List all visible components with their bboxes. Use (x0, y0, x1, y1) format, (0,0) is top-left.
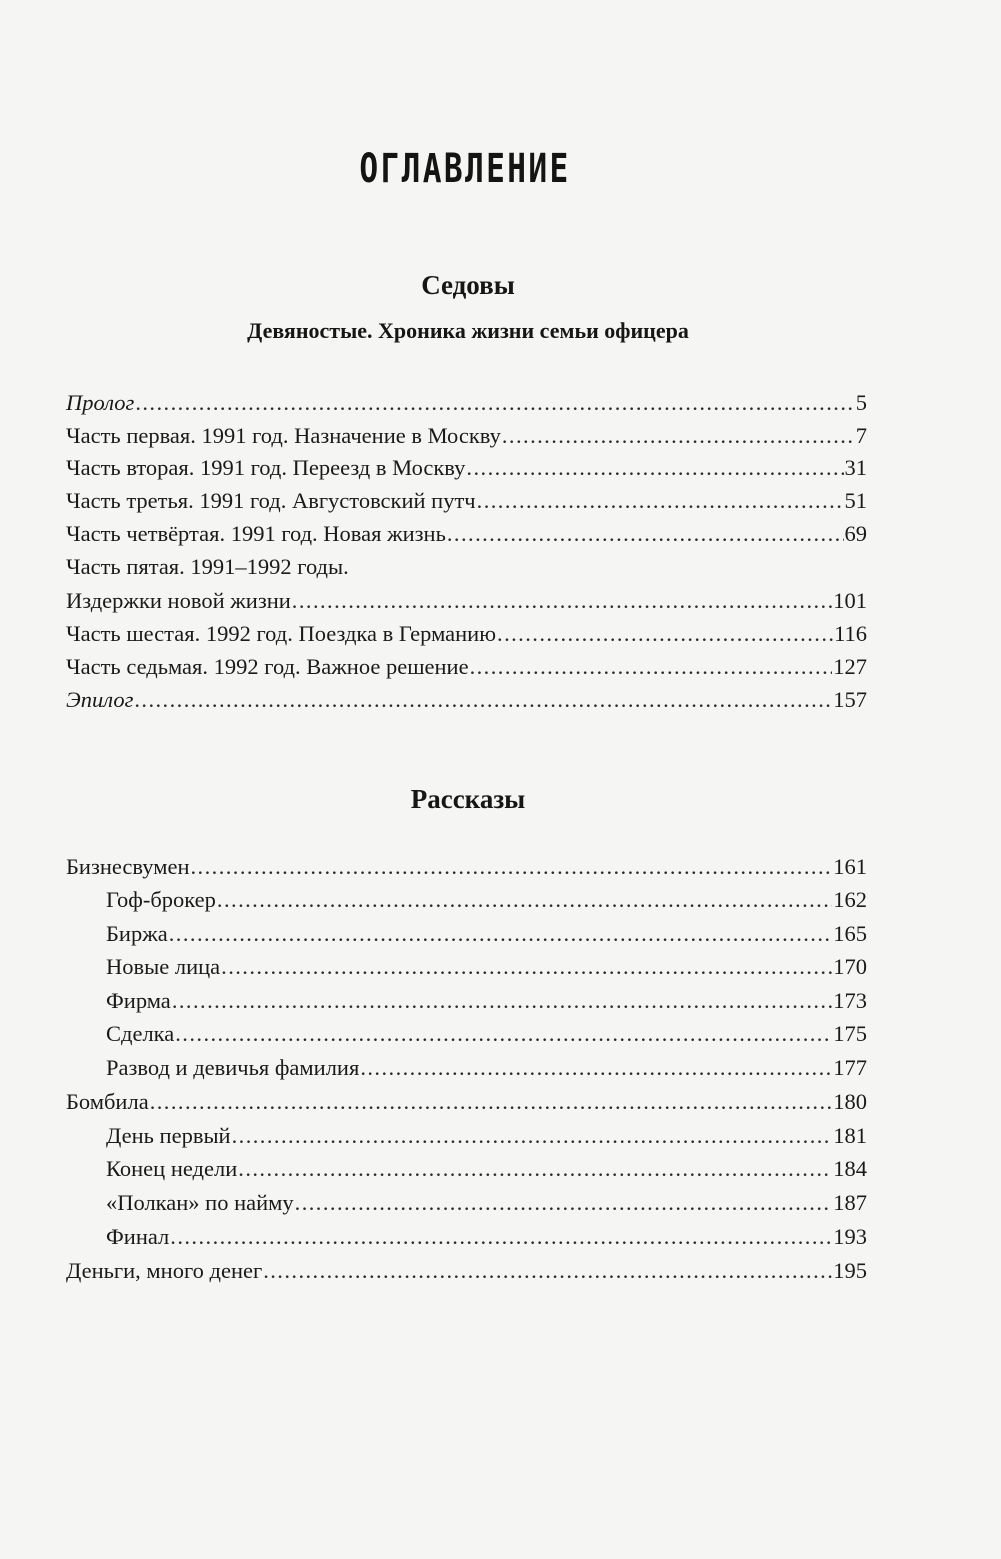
toc-entry-label: Бизнесвумен (66, 854, 190, 879)
toc-entry-label: Часть первая. 1991 год. Назначение в Москву (66, 423, 501, 448)
part2-title: Рассказы (410, 784, 526, 814)
toc-entry-label: Пролог (66, 390, 135, 415)
toc-entry-label: Часть третья. 1991 год. Августовский путч (66, 488, 476, 513)
part1-subtitle: Девяностые. Хроника жизни семьи офицера (247, 318, 689, 343)
leader-dots (292, 586, 832, 616)
toc-entry-label: Сделка (106, 1021, 175, 1046)
toc-entry[interactable] (106, 1053, 867, 1083)
leader-dots (221, 952, 832, 982)
toc-entry[interactable] (66, 421, 867, 451)
toc-entry-label: Развод и девичья фамилия (106, 1055, 360, 1080)
toc-entry-label: Часть седьмая. 1992 год. Важное решение (66, 654, 469, 679)
leader-dots (497, 619, 833, 649)
toc-entry[interactable] (66, 552, 867, 582)
toc-entry[interactable] (106, 919, 867, 949)
toc-entry[interactable] (106, 885, 867, 915)
toc-entry-page: 187 (833, 1190, 867, 1215)
leader-dots (170, 1222, 832, 1252)
toc-entry-label: Биржа (106, 921, 168, 946)
toc-entry-page: 127 (833, 654, 867, 679)
toc-entry-label: День первый (106, 1123, 231, 1148)
toc-entry-page: 184 (833, 1156, 867, 1181)
toc-entry-label: Гоф-брокер (106, 887, 216, 912)
toc-entry-page: 7 (855, 423, 867, 448)
leader-dots (169, 919, 833, 949)
toc-entry-page: 101 (833, 588, 867, 613)
toc-entry-page: 170 (833, 954, 867, 979)
toc-entry[interactable] (66, 586, 867, 616)
part1-title: Седовы (421, 270, 515, 300)
toc-entry[interactable] (66, 1256, 867, 1286)
leader-dots (232, 1121, 833, 1151)
toc-entry-label: Часть четвёртая. 1991 год. Новая жизнь (66, 521, 446, 546)
toc-entry-page: 195 (833, 1258, 867, 1283)
leader-dots (360, 1053, 832, 1083)
toc-entry[interactable] (106, 986, 867, 1016)
leader-dots (477, 486, 844, 516)
leader-dots (502, 421, 855, 451)
toc-entry-page: 5 (855, 390, 867, 415)
toc-entry[interactable] (106, 1222, 867, 1252)
leader-dots (470, 652, 833, 682)
leader-dots (172, 986, 832, 1016)
toc-entry-page: 193 (833, 1224, 867, 1249)
toc-entry[interactable] (106, 1019, 867, 1049)
toc-entry[interactable] (66, 486, 867, 516)
toc-entry-page: 177 (833, 1055, 867, 1080)
leader-dots (447, 519, 844, 549)
toc-entry-label: Финал (106, 1224, 170, 1249)
toc-entry-label: Новые лица (106, 954, 221, 979)
toc-entry[interactable] (106, 952, 867, 982)
toc-entry-page: 69 (844, 521, 867, 546)
leader-dots (175, 1019, 832, 1049)
toc-entry-page: 173 (833, 988, 867, 1013)
toc-entry[interactable] (106, 1121, 867, 1151)
page-title: ОГЛАВЛЕНИЕ (359, 146, 571, 192)
toc-entry-page: 161 (833, 854, 867, 879)
leader-dots (134, 685, 832, 715)
toc-entry-page: 180 (833, 1089, 867, 1114)
toc-entry-label: Издержки новой жизни (66, 588, 291, 613)
toc-entry-label: Деньги, много денег (66, 1258, 263, 1283)
toc-entry[interactable] (66, 388, 867, 418)
toc-entry-label: Эпилог (66, 687, 134, 712)
leader-dots (295, 1188, 833, 1218)
toc-entry-page: 51 (844, 488, 867, 513)
toc-entry-label: Часть шестая. 1992 год. Поездка в Германию (66, 621, 497, 646)
toc-entry-label: Часть вторая. 1991 год. Переезд в Москву (66, 455, 466, 480)
toc-entry[interactable] (106, 1154, 867, 1184)
toc-entry-page: 162 (833, 887, 867, 912)
toc-entry-page: 175 (833, 1021, 867, 1046)
leader-dots (217, 885, 832, 915)
leader-dots (263, 1256, 832, 1286)
toc-entry[interactable] (66, 619, 867, 649)
toc-entry-page: 181 (833, 1123, 867, 1148)
toc-entry-page: 157 (833, 687, 867, 712)
toc-entry-label: Бомбила (66, 1089, 149, 1114)
leader-dots (150, 1087, 833, 1117)
toc-entry[interactable] (66, 852, 867, 882)
toc-entry-page: 165 (833, 921, 867, 946)
toc-entry[interactable] (66, 685, 867, 715)
toc-entry-label: Часть пятая. 1991–1992 годы. (66, 554, 349, 579)
leader-dots (191, 852, 833, 882)
toc-entry[interactable] (66, 519, 867, 549)
toc-entry[interactable] (66, 1087, 867, 1117)
toc-entry-label: Конец недели (106, 1156, 238, 1181)
toc-entry[interactable] (66, 453, 867, 483)
toc-entry[interactable] (106, 1188, 867, 1218)
toc-entry-page: 116 (834, 621, 867, 646)
toc-entry-label: «Полкан» по найму (106, 1190, 294, 1215)
leader-dots (238, 1154, 832, 1184)
toc-entry-page: 31 (844, 455, 867, 480)
toc-entry-label: Фирма (106, 988, 171, 1013)
leader-dots (466, 453, 843, 483)
leader-dots (135, 388, 854, 418)
toc-entry[interactable] (66, 652, 867, 682)
